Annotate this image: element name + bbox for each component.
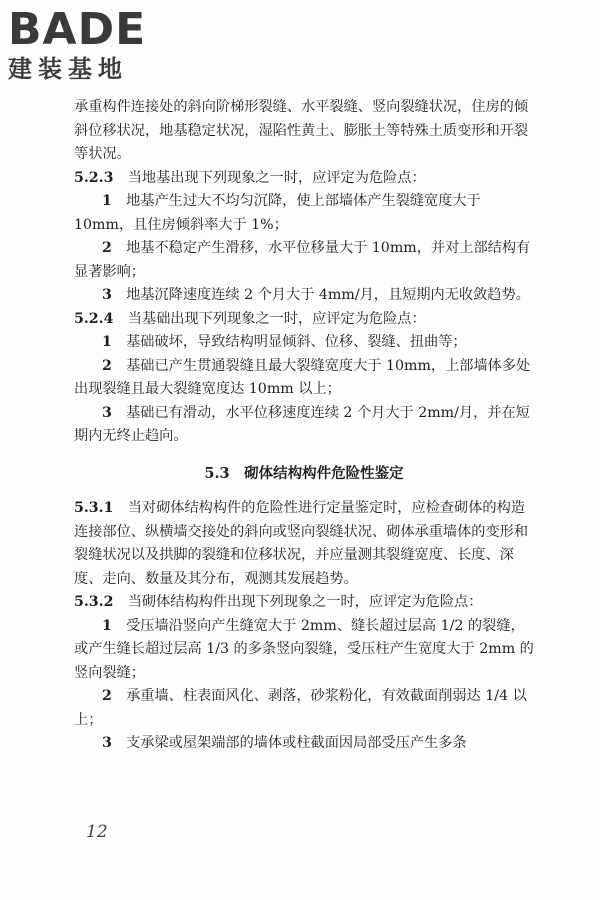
item-number: 1	[102, 617, 112, 634]
clause-text: 当对砌体结构构件的危险性进行定量鉴定时，应检查砌体的构造连接部位、纵横墙交接处的斜向或竖向裂缝状况、砌体承重墙体的变形和裂缝状况以及拱脚的裂缝和位移状况，并应量测其裂缝宽度、长度、深度、走向、数量及其分布，观测其发展趋势。	[74, 500, 529, 587]
item-text: 支承梁或屋架端部的墙体或柱截面因局部受压产生多条	[126, 735, 467, 751]
item-text: 基础破坏，导致结构明显倾斜、位移、裂缝、扭曲等；	[126, 334, 467, 350]
item-text: 基础已产生贯通裂缝且最大裂缝宽度大于 10mm，上部墙体多处出现裂缝且最大裂缝宽度达 10mm 以上；	[74, 357, 531, 397]
clause-5-2-4	[74, 308, 534, 332]
clause-text: 当地基出现下列现象之一时，应评定为危险点：	[127, 169, 426, 186]
item-text: 地基不稳定产生滑移，水平位移量大于 10mm，并对上部结构有显著影响；	[74, 240, 531, 280]
clause-5-2-3-item-2	[74, 237, 534, 284]
item-text: 基础已有滑动，水平位移速度连续 2 个月大于 2mm/月，并在短期内无终止趋向。	[74, 404, 530, 444]
page-number: 12	[86, 822, 108, 842]
logo	[8, 6, 146, 84]
clause-number: 5.3.1	[74, 500, 114, 516]
clause-5-3-2	[74, 591, 534, 615]
clause-5-2-4-item-2	[74, 355, 534, 402]
clause-number: 5.2.4	[74, 310, 114, 327]
logo-subtitle: 建装基地	[8, 55, 128, 83]
clause-5-2-4-item-1	[74, 331, 534, 355]
item-number: 3	[102, 404, 112, 421]
clause-5-3-2-item-2	[74, 685, 534, 732]
clause-5-2-4-item-3	[74, 402, 534, 449]
item-number: 1	[102, 193, 112, 209]
clause-number: 5.2.3	[74, 169, 114, 186]
item-number: 2	[102, 688, 112, 704]
item-text: 地基沉降速度连续 2 个月大于 4mm/月，且短期内无收敛趋势。	[126, 287, 530, 303]
page-body	[74, 96, 534, 756]
item-number: 2	[102, 240, 112, 256]
clause-5-3-2-item-3	[74, 732, 534, 756]
item-number: 2	[102, 357, 112, 374]
clause-5-3-2-item-1	[74, 615, 534, 686]
item-text: 受压墙沿竖向产生缝宽大于 2mm、缝长超过层高 1/2 的裂缝，或产生缝长超过层高 1/3 的多条竖向裂缝，受压柱产生宽度大于 2mm 的竖向裂缝；	[74, 617, 534, 681]
clause-5-2-3	[74, 167, 534, 191]
item-number: 3	[102, 735, 112, 751]
logo-title: BADE	[8, 4, 147, 55]
clause-text: 当砌体结构构件出现下列现象之一时，应评定为危险点：	[127, 594, 483, 610]
item-number: 1	[102, 334, 112, 350]
item-number: 3	[102, 287, 112, 303]
clause-5-3-1	[74, 497, 534, 591]
item-text: 地基产生过大不均匀沉降，使上部墙体产生裂缝宽度大于 10mm，且住房倾斜率大于 1%；	[74, 193, 481, 233]
clause-text: 当基础出现下列现象之一时，应评定为危险点：	[127, 310, 426, 327]
clause-5-2-3-item-3	[74, 284, 534, 308]
clause-number: 5.3.2	[74, 594, 114, 610]
paragraph-intro: 承重构件连接处的斜向阶梯形裂缝、水平裂缝、竖向裂缝状况，住房的倾斜位移状况，地基稳定状况，湿陷性黄土、膨胀土等特殊土质变形和开裂等状况。	[74, 99, 529, 162]
clause-5-2-3-item-1	[74, 190, 534, 237]
item-text: 承重墙、柱表面风化、剥落，砂浆粉化，有效截面削弱达 1/4 以上；	[74, 688, 527, 728]
section-heading: 5.3 砌体结构构件危险性鉴定	[204, 464, 404, 482]
